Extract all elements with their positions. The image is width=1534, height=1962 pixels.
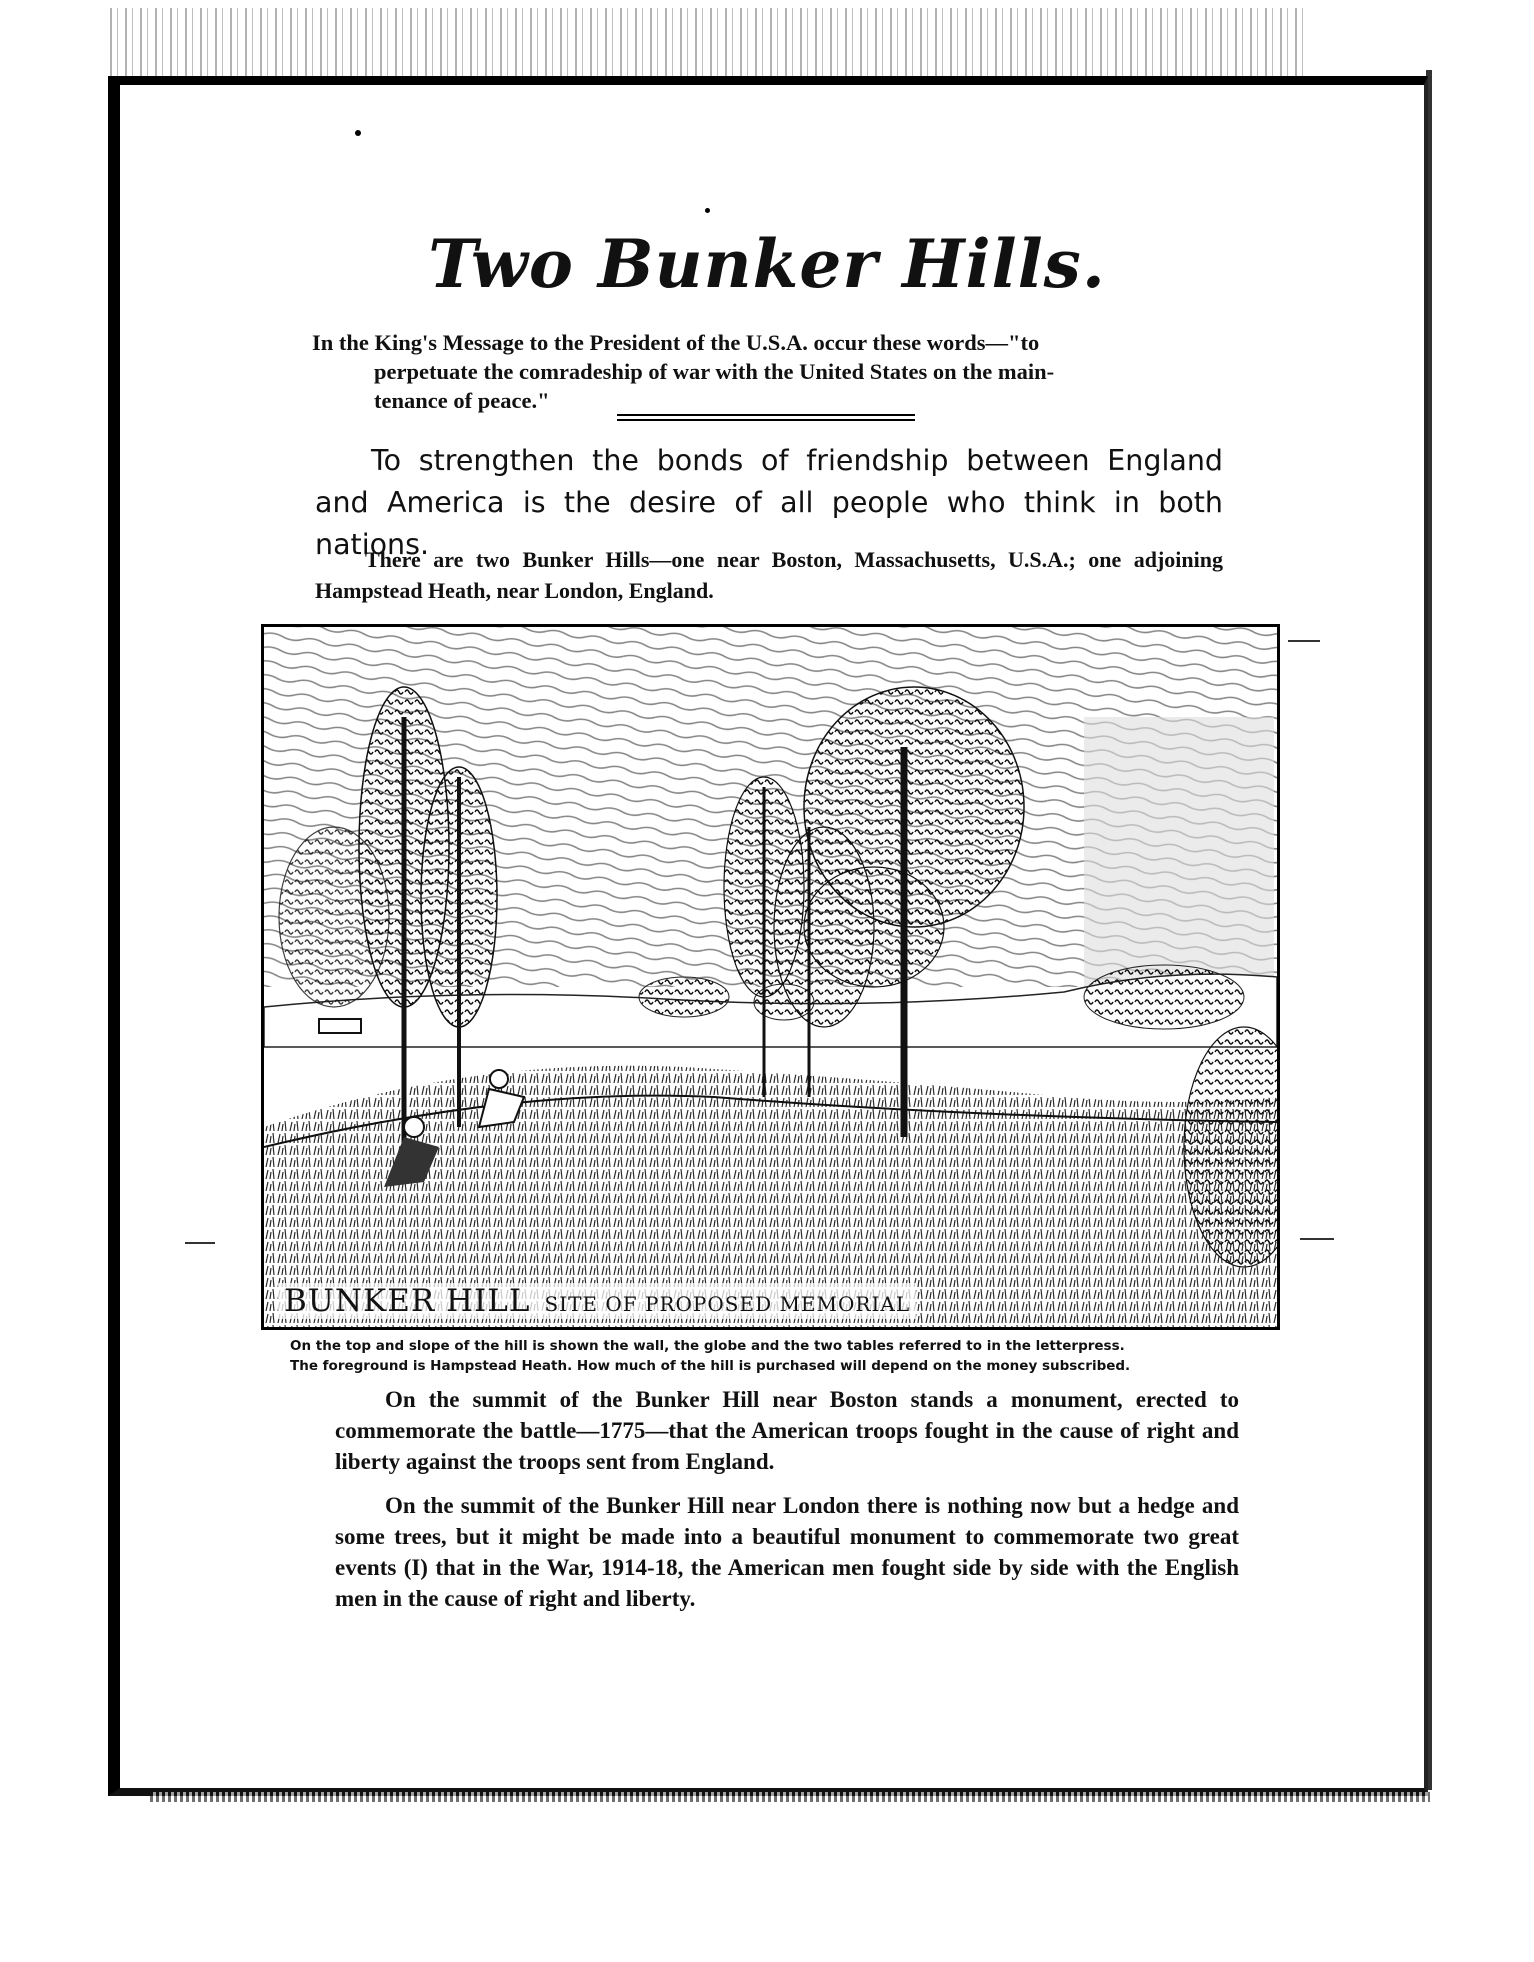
- double-rule-divider: [617, 414, 915, 421]
- caption-line-1: On the top and slope of the hill is shown the wall, the globe and the two tables referred to in the letterpress.: [290, 1338, 1125, 1354]
- registration-mark: [1300, 1238, 1334, 1240]
- two-hills-paragraph: There are two Bunker Hills—one near Boston, Massachusetts, U.S.A.; one adjoining Hampstead Heath, near London, England.: [315, 547, 1223, 603]
- king-message-line-2: perpetuate the comradeship of war with the United States on the main-: [374, 359, 1055, 384]
- king-message: [312, 328, 1216, 415]
- scan-edge-bottom: [150, 1792, 1430, 1802]
- lead-statement: To strengthen the bonds of friendship between England and America is the desire of all people who think in both nations.: [315, 444, 1223, 561]
- illustration-caption: [290, 1336, 1280, 1376]
- paragraph-boston: On the summit of the Bunker Hill near Boston stands a monument, erected to commemorate the battle—1775—that the American troops fought in the cause of right and liberty against the troops sent from England.: [335, 1387, 1239, 1474]
- registration-mark: [1288, 640, 1320, 642]
- king-message-line-1: In the King's Message to the President of the U.S.A. occur these words—"to: [312, 330, 1040, 355]
- illustration-label: [278, 1283, 916, 1319]
- speck: [355, 130, 361, 136]
- page-title: Two Bunker Hills.: [428, 225, 1106, 303]
- illustration-subtitle: SITE OF PROPOSED MEMORIAL: [544, 1292, 911, 1316]
- scan-edge-top: [110, 8, 1310, 78]
- illustration-title: BUNKER HILL: [284, 1283, 531, 1319]
- landscape-drawing: [264, 627, 1277, 1327]
- king-message-line-3: tenance of peace.": [374, 388, 550, 413]
- bunker-hill-illustration: [261, 624, 1280, 1330]
- speck: [705, 208, 710, 213]
- caption-line-2: The foreground is Hampstead Heath. How much of the hill is purchased will depend on the money subscribed.: [290, 1358, 1131, 1374]
- paragraph-london: On the summit of the Bunker Hill near London there is nothing now but a hedge and some trees, but it might be made into a beautiful monument to commemorate two great events (I) that in the War, 1914-18, the American men fought side by side with the English men in the cause of right and liberty.: [335, 1493, 1239, 1611]
- registration-mark: [185, 1242, 215, 1244]
